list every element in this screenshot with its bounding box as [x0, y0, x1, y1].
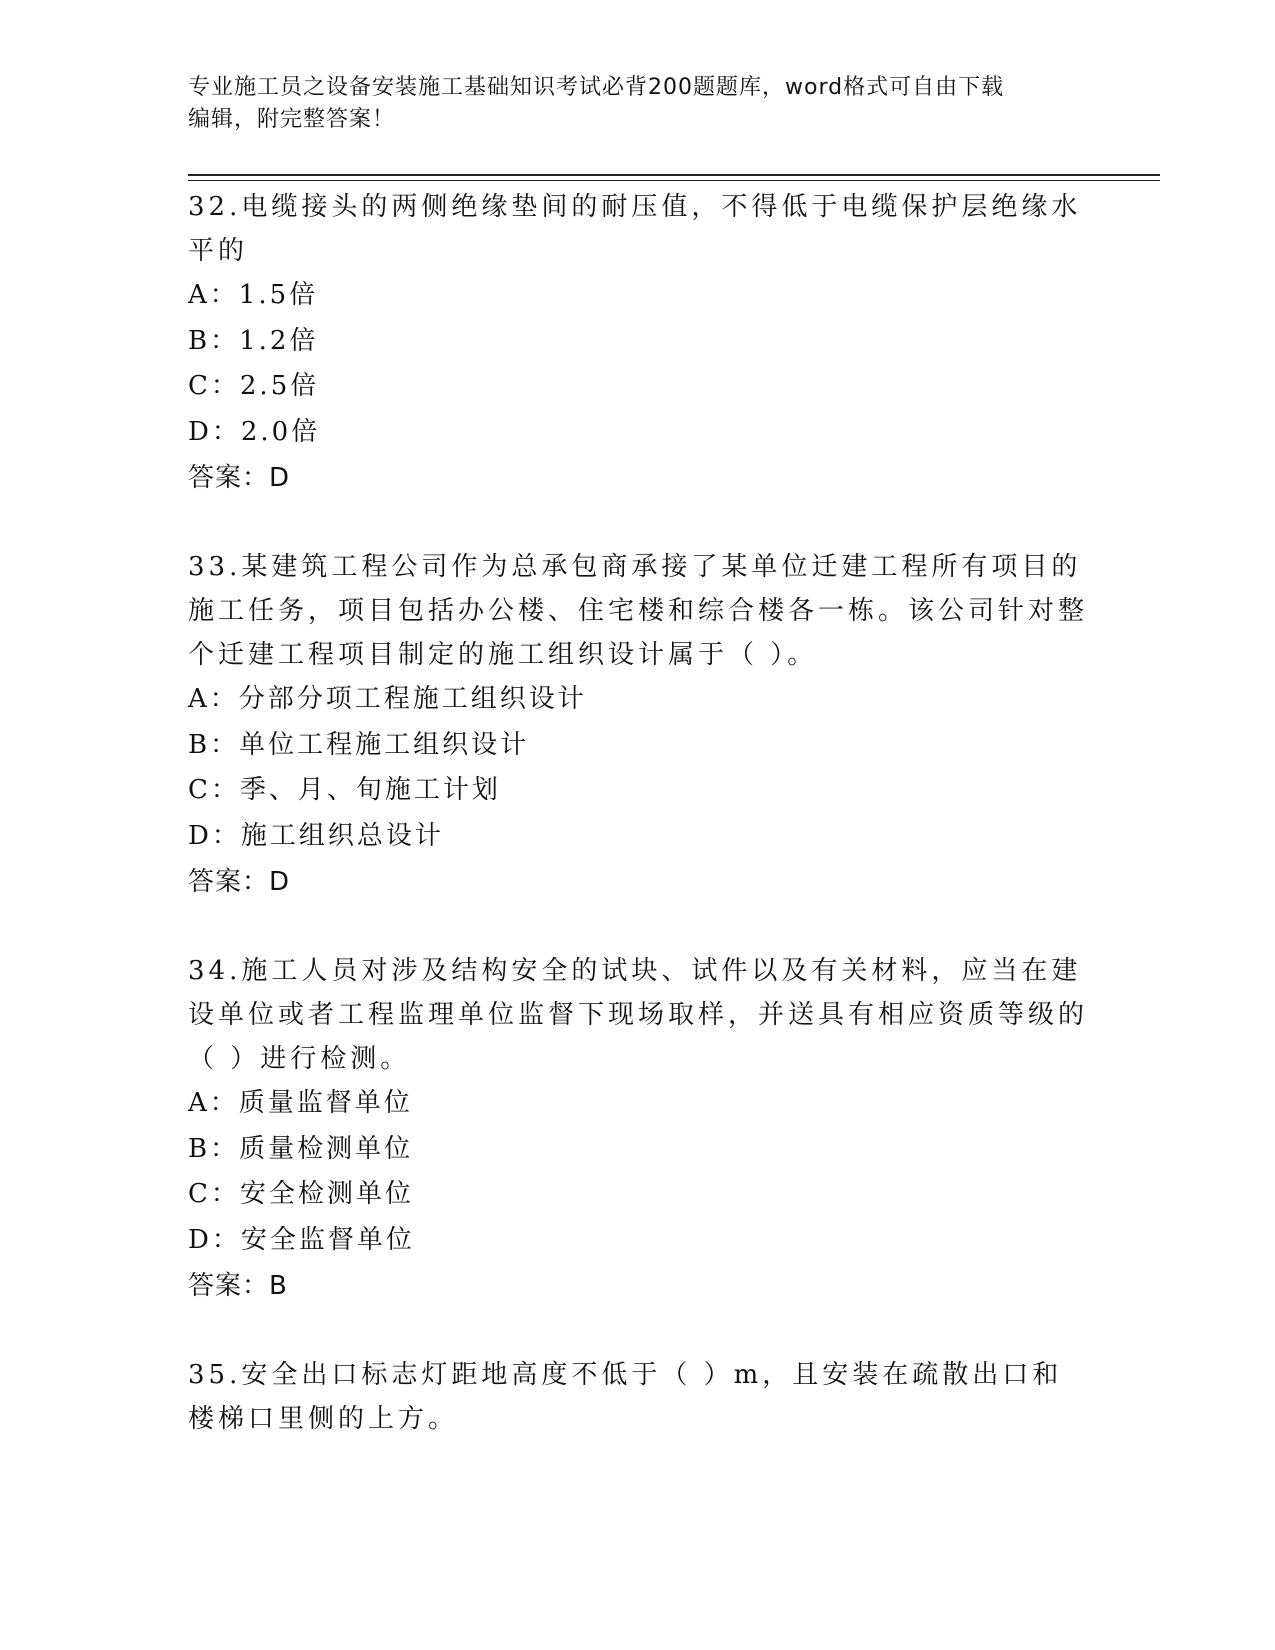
question-35 — [188, 1353, 1088, 1441]
option-c: C：安全检测单位 — [188, 1179, 414, 1209]
divider-line-thick — [188, 174, 1160, 176]
question-33 — [188, 545, 1088, 905]
option-a: A：1.5倍 — [188, 280, 319, 310]
answer: 答案：B — [188, 1271, 288, 1301]
option-b: B：单位工程施工组织设计 — [188, 729, 530, 760]
question-34 — [188, 949, 1088, 1309]
question-stem: 35.安全出口标志灯距地高度不低于（ ）m，且安装在疏散出口和楼梯口里侧的上方。 — [188, 1360, 1063, 1434]
option-c: C：2.5倍 — [188, 371, 320, 401]
option-c: C：季、月、旬施工计划 — [188, 775, 501, 805]
option-b: B：1.2倍 — [188, 325, 319, 356]
header-line-2: 编辑，附完整答案！ — [188, 107, 396, 132]
option-d: D：2.0倍 — [188, 416, 321, 447]
answer: 答案：D — [188, 463, 291, 493]
divider-line-thin — [188, 180, 1160, 181]
question-stem: 32.电缆接头的两侧绝缘垫间的耐压值，不得低于电缆保护层绝缘水平的 — [188, 192, 1082, 266]
answer: 答案：D — [188, 867, 291, 897]
question-32 — [188, 185, 1088, 501]
header-divider — [188, 174, 1160, 181]
option-a: A：分部分项工程施工组织设计 — [188, 684, 587, 714]
question-stem: 33.某建筑工程公司作为总承包商承接了某单位迁建工程所有项目的施工任务，项目包括办公楼、住宅楼和综合楼各一栋。该公司针对整个迁建工程项目制定的施工组织设计属于（ ）。 — [188, 552, 1089, 670]
option-d: D：安全监督单位 — [188, 1224, 415, 1255]
document-header — [188, 72, 1068, 136]
question-stem: 34.施工人员对涉及结构安全的试块、试件以及有关材料，应当在建设单位或者工程监理单位监督下现场取样，并送具有相应资质等级的（ ）进行检测。 — [188, 956, 1089, 1074]
option-a: A：质量监督单位 — [188, 1088, 413, 1118]
option-d: D：施工组织总设计 — [188, 820, 444, 851]
option-b: B：质量检测单位 — [188, 1133, 414, 1164]
header-line-1: 专业施工员之设备安装施工基础知识考试必背200题题库，word格式可自由下载 — [188, 75, 1005, 100]
document-page — [188, 72, 1160, 1441]
